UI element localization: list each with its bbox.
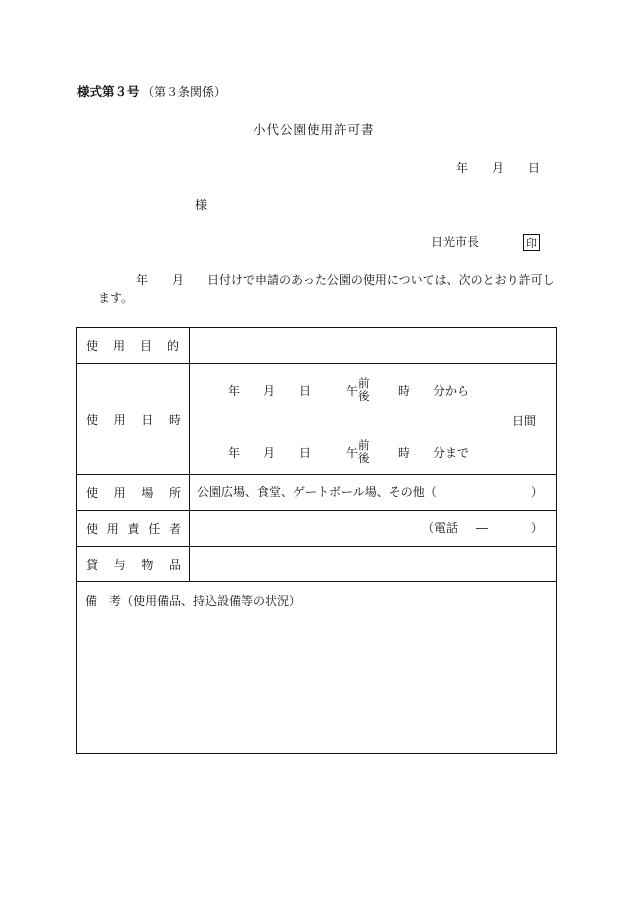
- date-year: 年: [456, 161, 469, 175]
- addressee-honorific: 様: [195, 198, 208, 212]
- end-am: 前: [358, 438, 370, 452]
- document-title: 小代公園使用許可書: [253, 122, 375, 137]
- start-day: 日: [299, 384, 312, 398]
- place-close-paren: ）: [531, 485, 544, 499]
- row-datetime: [77, 364, 557, 475]
- start-ampm: [358, 377, 370, 403]
- start-pm: 後: [358, 389, 370, 403]
- seal-mark: 印: [523, 234, 540, 251]
- phone-close: ）: [531, 521, 544, 535]
- value-manager[interactable]: [190, 511, 557, 547]
- body-year: 年: [136, 273, 149, 287]
- label-char: 時: [168, 412, 181, 427]
- end-month: 月: [263, 446, 276, 460]
- label-char: 与: [113, 557, 126, 572]
- label-char: 使: [86, 522, 99, 536]
- end-pm: 後: [358, 451, 370, 465]
- start-go: 午: [346, 384, 359, 398]
- label-char: 使: [86, 339, 99, 353]
- issuer-name: 日光市長: [431, 235, 480, 249]
- label-datetime: [77, 364, 190, 475]
- label-char: 物: [141, 557, 154, 572]
- end-hour: 時: [398, 446, 411, 460]
- end-year: 年: [228, 446, 241, 460]
- label-char: 者: [168, 522, 181, 536]
- label-char: 用: [112, 339, 125, 353]
- end-go: 午: [346, 446, 359, 460]
- start-minute: 分から: [433, 384, 470, 398]
- label-char: 目: [139, 339, 152, 353]
- form-reference: （第３条関係）: [142, 85, 227, 99]
- label-char: 所: [168, 486, 181, 500]
- form-number: 様式第３号: [77, 84, 140, 99]
- remarks-label: 備 考（使用備品、持込設備等の状況）: [85, 594, 302, 608]
- value-lending[interactable]: [190, 547, 557, 582]
- body-text-line1: 日付けで申請のあった公園の使用については、次のとおり許可し: [207, 273, 555, 287]
- date-day: 日: [528, 161, 541, 175]
- label-char: 使: [86, 412, 99, 427]
- label-char: 用: [106, 522, 119, 536]
- label-manager: [77, 511, 190, 547]
- start-month: 月: [263, 384, 276, 398]
- label-char: 用: [113, 412, 126, 427]
- label-char: 場: [141, 486, 154, 500]
- start-year: 年: [228, 384, 241, 398]
- end-day: 日: [299, 446, 312, 460]
- label-purpose: [77, 328, 190, 364]
- value-place[interactable]: [190, 475, 557, 511]
- label-char: 使: [86, 486, 99, 500]
- end-ampm: [358, 439, 370, 465]
- body-text-line2: ます。: [98, 291, 134, 305]
- label-char: 日: [141, 412, 154, 427]
- label-char: 貸: [86, 557, 99, 572]
- start-hour: 時: [398, 384, 411, 398]
- row-place: [77, 475, 557, 511]
- label-char: 品: [168, 557, 181, 572]
- value-purpose[interactable]: [190, 328, 557, 364]
- row-purpose: [77, 328, 557, 364]
- start-am: 前: [358, 376, 370, 390]
- remarks-cell[interactable]: [77, 582, 557, 754]
- label-lending: [77, 547, 190, 582]
- row-manager: [77, 511, 557, 547]
- permit-table: [76, 327, 557, 754]
- phone-open: （電話: [422, 521, 459, 535]
- phone-dash: ―: [476, 521, 488, 535]
- label-char: 用: [113, 486, 126, 500]
- days-count: 日間: [512, 414, 537, 428]
- label-place: [77, 475, 190, 511]
- label-char: 任: [148, 522, 161, 536]
- label-char: 的: [166, 339, 179, 353]
- date-month: 月: [492, 161, 505, 175]
- label-char: 責: [127, 522, 140, 536]
- row-lending: [77, 547, 557, 582]
- value-datetime[interactable]: [190, 364, 557, 475]
- end-minute: 分まで: [433, 446, 470, 460]
- row-remarks: [77, 582, 557, 754]
- body-month: 月: [172, 273, 185, 287]
- place-options: 公園広場、食堂、ゲートボール場、その他（: [197, 485, 437, 499]
